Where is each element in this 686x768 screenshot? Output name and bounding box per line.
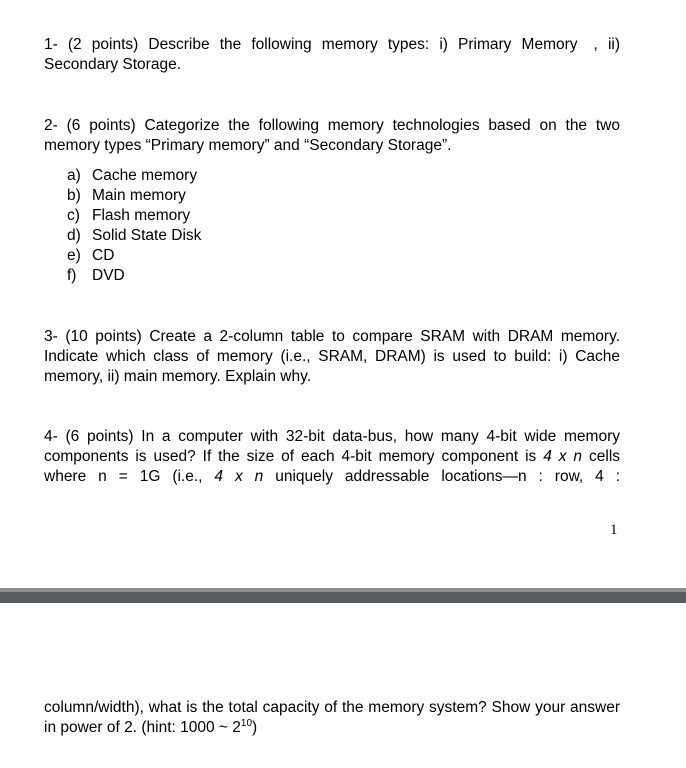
option-item bbox=[67, 206, 201, 226]
option-label: a) bbox=[67, 167, 81, 184]
question-4-line-1: 4- (6 points) In a computer with 32-bit data-bus, how many 4-bit wide memory bbox=[44, 428, 620, 445]
option-label: f) bbox=[67, 267, 77, 284]
option-label: b) bbox=[67, 187, 81, 204]
option-label: d) bbox=[67, 227, 81, 244]
option-text: Cache memory bbox=[92, 167, 198, 184]
question-4-cont-line-2-b: ) bbox=[252, 719, 258, 736]
question-4-line-2-b: cells bbox=[589, 448, 621, 465]
option-item bbox=[67, 266, 201, 286]
page-2 bbox=[0, 603, 686, 768]
option-text: Main memory bbox=[92, 187, 186, 204]
option-text: DVD bbox=[92, 267, 125, 284]
question-4-line-3-emphasis: 4 x n bbox=[214, 468, 264, 485]
question-2-options bbox=[67, 166, 201, 286]
question-4 bbox=[44, 427, 620, 487]
option-label: c) bbox=[67, 207, 80, 224]
question-2-line-1: 2- (6 points) Categorize the following memory technologies based on the two bbox=[44, 117, 620, 134]
option-item bbox=[67, 246, 201, 266]
option-item bbox=[67, 186, 201, 206]
exponent: 10 bbox=[240, 717, 253, 729]
question-4-line-2-emphasis: 4 x n bbox=[543, 448, 583, 465]
question-1-line-1: 1- (2 points) Describe the following memory types: i) Primary Memory bbox=[44, 36, 578, 53]
option-label: e) bbox=[67, 247, 81, 264]
question-2 bbox=[44, 116, 620, 156]
question-4-line-2-a: components is used? If the size of each 4-bit memory component is bbox=[44, 448, 537, 465]
question-3-line-3: memory, ii) main memory. Explain why. bbox=[44, 368, 311, 385]
question-4-line-3-a: where n = 1G (i.e., bbox=[44, 468, 203, 485]
page-separator bbox=[0, 588, 686, 603]
option-item bbox=[67, 226, 201, 246]
question-3-line-2: Indicate which class of memory (i.e., SRAM, DRAM) is used to build: i) Cache bbox=[44, 348, 620, 365]
question-4-continued bbox=[44, 698, 620, 738]
question-4-line-3-b: uniquely addressable locations—n : row, 4 : bbox=[275, 468, 621, 485]
question-1 bbox=[44, 35, 620, 75]
question-1-line-1-end: , ii) bbox=[593, 36, 620, 53]
question-3-line-1: 3- (10 points) Create a 2-column table to compare SRAM with DRAM memory. bbox=[44, 328, 620, 345]
option-text: Solid State Disk bbox=[92, 227, 202, 244]
question-3 bbox=[44, 327, 620, 387]
question-1-line-2: Secondary Storage. bbox=[44, 56, 182, 73]
option-item bbox=[67, 166, 201, 186]
option-text: CD bbox=[92, 247, 115, 264]
question-4-cont-line-1: column/width), what is the total capacity of the memory system? Show your answer bbox=[44, 699, 620, 716]
question-2-line-2: memory types “Primary memory” and “Secondary Storage”. bbox=[44, 137, 452, 154]
question-4-cont-line-2-a: in power of 2. (hint: 1000 ~ 2 bbox=[44, 719, 241, 736]
page-number: 1 bbox=[610, 522, 618, 538]
option-text: Flash memory bbox=[92, 207, 191, 224]
